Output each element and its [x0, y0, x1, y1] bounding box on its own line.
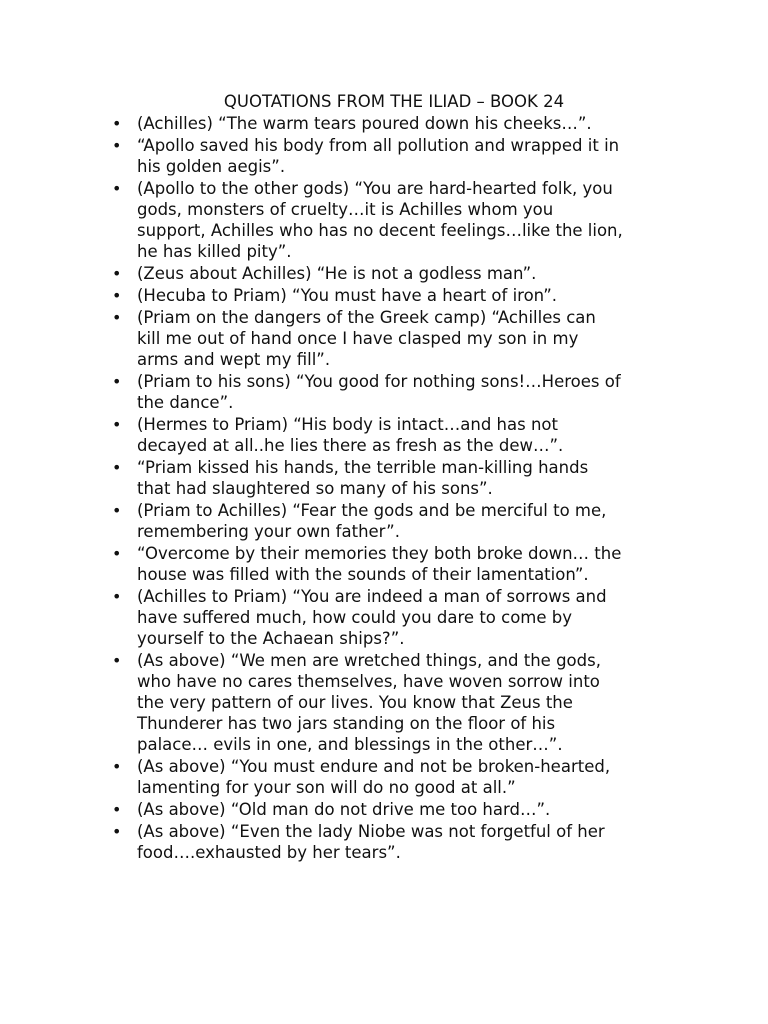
quotation-text — [137, 457, 668, 499]
quotation-line: the dance”. — [137, 393, 234, 412]
quotation-line: “Apollo saved his body from all pollution and wrapped it in — [137, 136, 620, 155]
quotation-item — [0, 414, 768, 456]
quotation-line: (Priam to his sons) “You good for nothing sons!…Heroes of — [137, 372, 621, 391]
quotation-line: he has killed pity”. — [137, 242, 292, 261]
bullet-icon: • — [112, 179, 122, 198]
quotation-item — [0, 586, 768, 649]
bullet-icon: • — [112, 544, 122, 563]
quotation-line: have suffered much, how could you dare to come by — [137, 608, 573, 627]
bullet-icon: • — [112, 757, 122, 776]
quotation-item — [0, 135, 768, 177]
quotation-line: food….exhausted by her tears”. — [137, 843, 401, 862]
bullet-icon: • — [112, 587, 122, 606]
quotation-item — [0, 756, 768, 798]
quotation-item — [0, 500, 768, 542]
bullet-icon: • — [112, 458, 122, 477]
quotation-item — [0, 371, 768, 413]
bullet-icon: • — [112, 800, 122, 819]
quotation-item — [0, 285, 768, 306]
quotation-line: (Apollo to the other gods) “You are hard-hearted folk, you — [137, 179, 613, 198]
quotation-list — [0, 113, 768, 864]
quotation-line: support, Achilles who has no decent feelings…like the lion, — [137, 221, 623, 240]
quotation-text — [137, 500, 668, 542]
bullet-icon: • — [112, 114, 122, 133]
bullet-icon: • — [112, 136, 122, 155]
quotation-line: (Priam to Achilles) “Fear the gods and be merciful to me, — [137, 501, 607, 520]
quotation-text — [137, 799, 668, 820]
quotation-line: (As above) “We men are wretched things, and the gods, — [137, 651, 601, 670]
quotation-line: (Priam on the dangers of the Greek camp) “Achilles can — [137, 308, 596, 327]
quotation-line: (Hecuba to Priam) “You must have a heart of iron”. — [137, 286, 558, 305]
quotation-item — [0, 178, 768, 262]
quotation-text — [137, 285, 668, 306]
quotation-line: arms and wept my fill”. — [137, 350, 331, 369]
quotation-text — [137, 650, 668, 755]
quotation-line: (As above) “Old man do not drive me too hard…”. — [137, 800, 551, 819]
bullet-icon: • — [112, 286, 122, 305]
document-title: QUOTATIONS FROM THE ILIAD – BOOK 24 — [223, 92, 565, 111]
quotation-line: lamenting for your son will do no good at all.” — [137, 778, 516, 797]
quotation-text — [137, 586, 668, 649]
quotation-text — [137, 821, 668, 863]
bullet-icon: • — [112, 651, 122, 670]
quotation-line: (As above) “You must endure and not be broken-hearted, — [137, 757, 611, 776]
quotation-item — [0, 543, 768, 585]
quotation-text — [137, 113, 668, 134]
quotation-text — [137, 756, 668, 798]
quotation-line: palace… evils in one, and blessings in the other…”. — [137, 735, 563, 754]
quotation-text — [137, 135, 668, 177]
quotation-line: who have no cares themselves, have woven sorrow into — [137, 672, 600, 691]
quotation-item — [0, 113, 768, 134]
bullet-icon: • — [112, 264, 122, 283]
quotation-item — [0, 307, 768, 370]
quotation-item — [0, 457, 768, 499]
quotation-text — [137, 414, 668, 456]
quotation-item — [0, 821, 768, 863]
quotation-line: the very pattern of our lives. You know that Zeus the — [137, 693, 573, 712]
quotation-item — [0, 799, 768, 820]
quotation-line: “Priam kissed his hands, the terrible man-killing hands — [137, 458, 589, 477]
quotation-line: decayed at all..he lies there as fresh as the dew…”. — [137, 436, 564, 455]
bullet-icon: • — [112, 372, 122, 391]
quotation-text — [137, 263, 668, 284]
quotation-line: his golden aegis”. — [137, 157, 286, 176]
quotation-item — [0, 650, 768, 755]
bullet-icon: • — [112, 501, 122, 520]
quotation-line: house was filled with the sounds of their lamentation”. — [137, 565, 589, 584]
quotation-line: “Overcome by their memories they both broke down… the — [137, 544, 622, 563]
quotation-text — [137, 178, 668, 262]
bullet-icon: • — [112, 822, 122, 841]
quotation-line: remembering your own father”. — [137, 522, 400, 541]
quotation-line: yourself to the Achaean ships?”. — [137, 629, 405, 648]
quotation-line: (Hermes to Priam) “His body is intact…and has not — [137, 415, 558, 434]
bullet-icon: • — [112, 308, 122, 327]
quotation-text — [137, 307, 668, 370]
bullet-icon: • — [112, 415, 122, 434]
quotation-line: (As above) “Even the lady Niobe was not forgetful of her — [137, 822, 605, 841]
quotation-text — [137, 543, 668, 585]
quotation-line: kill me out of hand once I have clasped my son in my — [137, 329, 579, 348]
quotation-line: (Achilles to Priam) “You are indeed a man of sorrows and — [137, 587, 607, 606]
quotation-item — [0, 263, 768, 284]
quotation-line: Thunderer has two jars standing on the floor of his — [137, 714, 556, 733]
quotation-line: (Zeus about Achilles) “He is not a godless man”. — [137, 264, 537, 283]
quotation-text — [137, 371, 668, 413]
quotation-line: (Achilles) “The warm tears poured down his cheeks…”. — [137, 114, 592, 133]
quotation-line: gods, monsters of cruelty…it is Achilles whom you — [137, 200, 554, 219]
quotation-line: that had slaughtered so many of his sons”. — [137, 479, 493, 498]
